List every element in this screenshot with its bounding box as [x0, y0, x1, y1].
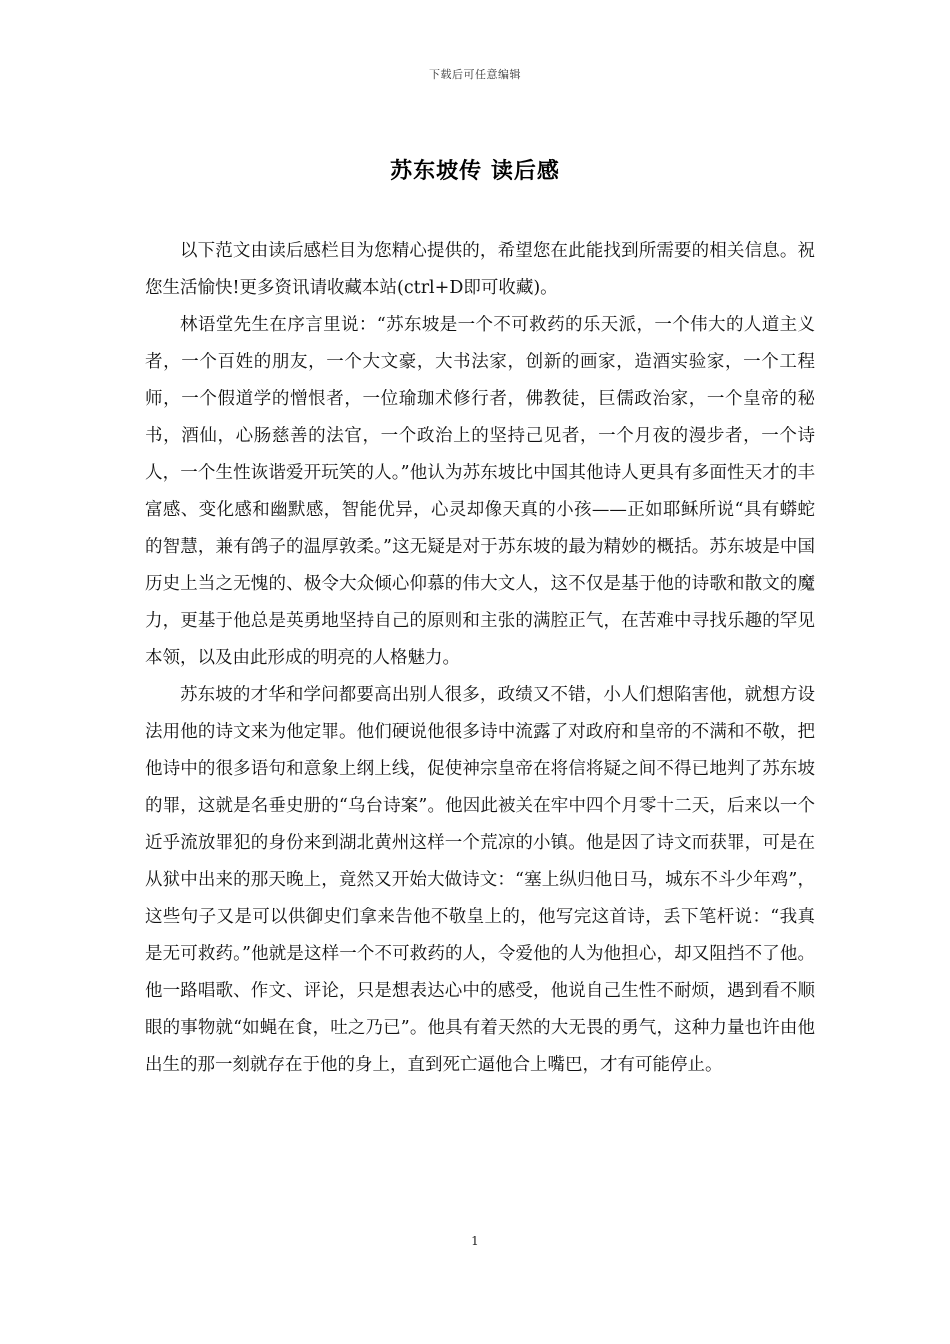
document-body: [145, 233, 815, 1084]
page-header: 下载后可任意编辑: [429, 68, 521, 81]
paragraph-wutai-poetry-case: 苏东坡的才华和学问都要高出别人很多，政绩又不错，小人们想陷害他，就想方设法用他的诗文来为他定罪。他们硬说他很多诗中流露了对政府和皇帝的不满和不敬，把他诗中的很多语句和意象上纲上线，促使神宗皇帝在将信将疑之间不得已地判了苏东坡的罪，这就是名垂史册的“乌台诗案”。他因此被关在牢中四个月零十二天，后来以一个近乎流放罪犯的身份来到湖北黄州这样一个荒凉的小镇。他是因了诗文而获罪，可是在从狱中出来的那天晚上，竟然又开始大做诗文：“塞上纵归他日马，城东不斗少年鸡”，这些句子又是可以供御史们拿来告他不敬皇上的，他写完这首诗，丢下笔杆说：“我真是无可救药。”他就是这样一个不可救药的人，令爱他的人为他担心，却又阻挡不了他。他一路唱歌、作文、评论，只是想表达心中的感受，他说自己生性不耐烦，遇到看不顺眼的事物就“如蝇在食，吐之乃已”。他具有着天然的大无畏的勇气，这种力量也许由他出生的那一刻就存在于他的身上，直到死亡逼他合上嘴巴，才有可能停止。: [145, 685, 815, 1075]
paragraph-intro: 以下范文由读后感栏目为您精心提供的，希望您在此能找到所需要的相关信息。祝您生活愉快!更多资讯请收藏本站(ctrl+D即可收藏)。: [145, 241, 815, 298]
document-title: 苏东坡传 读后感: [390, 158, 560, 184]
paragraph-lin-yutang-quote: 林语堂先生在序言里说：“苏东坡是一个不可救药的乐天派，一个伟大的人道主义者，一个百姓的朋友，一个大文豪，大书法家，创新的画家，造酒实验家，一个工程师，一个假道学的憎恨者，一位瑜珈术修行者，佛教徒，巨儒政治家，一个皇帝的秘书，酒仙，心肠慈善的法官，一个政治上的坚持己见者，一个月夜的漫步者，一个诗人，一个生性诙谐爱开玩笑的人。”他认为苏东坡比中国其他诗人更具有多面性天才的丰富感、变化感和幽默感，智能优异，心灵却像天真的小孩——正如耶稣所说“具有蟒蛇的智慧，兼有鸽子的温厚敦柔。”这无疑是对于苏东坡的最为精妙的概括。苏东坡是中国历史上当之无愧的、极令大众倾心仰慕的伟大文人，这不仅是基于他的诗歌和散文的魔力，更基于他总是英勇地坚持自己的原则和主张的满腔正气，在苦难中寻找乐趣的罕见本领，以及由此形成的明亮的人格魅力。: [145, 315, 815, 668]
page-number: 1: [471, 1234, 479, 1248]
